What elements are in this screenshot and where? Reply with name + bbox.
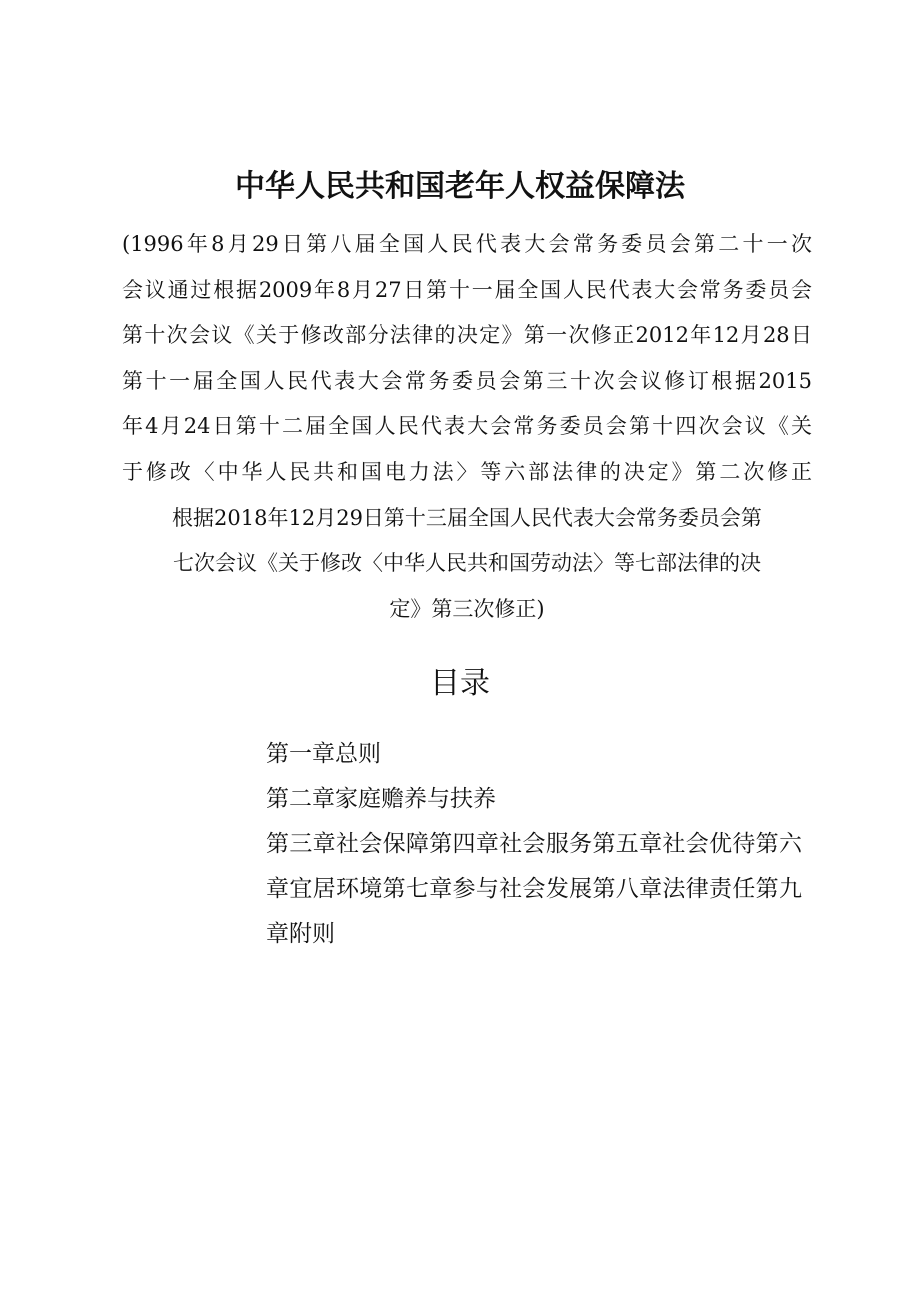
- history-line: 定》第三次修正): [389, 596, 545, 621]
- history-line: 会议通过根据2009年8月27日第十一届全国人民代表大会常务委员会: [122, 277, 812, 302]
- history-line: 第十次会议《关于修改部分法律的决定》第一次修正2012年12月28日: [122, 323, 812, 348]
- toc-paragraph: 第三章社会保障第四章社会服务第五章社会优待第六章宜居环境第七章参与社会发展第八章法律责任第九章附则: [266, 831, 802, 947]
- legislative-history: [122, 222, 812, 632]
- document-title: 中华人民共和国老年人权益保障法: [235, 169, 685, 204]
- history-line: 根据2018年12月29日第十三届全国人民代表大会常务委员会第: [172, 505, 762, 530]
- history-line: 年4月24日第十二届全国人民代表大会常务委员会第十四次会议《关: [122, 414, 812, 439]
- table-of-contents: [266, 732, 802, 957]
- history-line: (1996年8月29日第八届全国人民代表大会常务委员会第二十一次: [122, 232, 812, 256]
- history-line: 七次会议《关于修改〈中华人民共和国劳动法〉等七部法律的决: [173, 551, 761, 576]
- toc-item: 第一章总则: [266, 741, 381, 767]
- history-line: 第十一届全国人民代表大会常务委员会第三十次会议修订根据2015: [122, 368, 812, 393]
- toc-heading: 目录: [430, 666, 490, 701]
- history-line: 于修改〈中华人民共和国电力法〉等六部法律的决定》第二次修正: [122, 459, 812, 484]
- toc-item: 第二章家庭赡养与扶养: [266, 786, 496, 812]
